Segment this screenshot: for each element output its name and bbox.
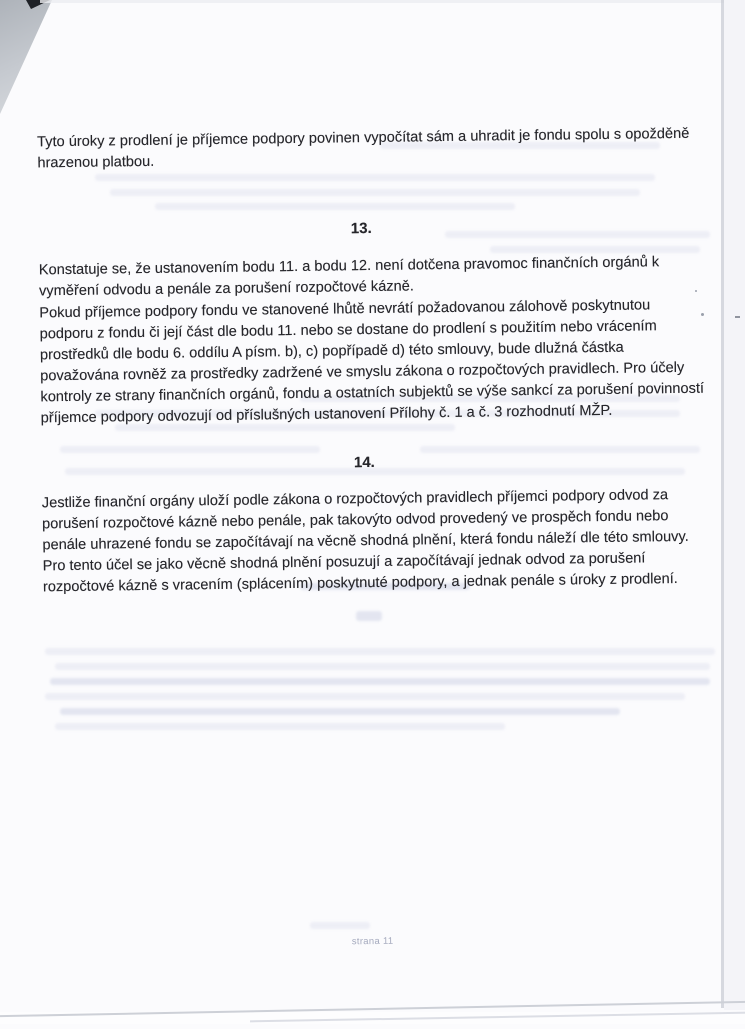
section-14-paragraph-1: Jestliže finanční orgány uloží podle zákona o rozpočtových pravidlech příjemci podpory odvod za porušení rozpočtové kázně nebo penále, pak takovýto odvod provedený ve prospěch fondu nebo penále uhrazené fondu se započítávají na věcně shodná plnění, která fondu náleží dle této smlouvy. Pro tento účel se jako věcně shodná plnění posuzují a započítávají jednak odvod za porušení rozpočtové kázně s vracením (splácením) poskytnuté podpory, a jednak penále s úroky z prodlení. xyxy=(41,487,689,596)
intro-paragraph: Tyto úroky z prodlení je příjemce podpory povinen vypočítat sám a uhradit je fondu spolu s opožděně hrazenou platbou. xyxy=(37,125,690,172)
page-number-footer: strana 11 xyxy=(351,935,394,948)
section-14-heading: 14. xyxy=(353,453,375,472)
section-13-heading: 13. xyxy=(350,219,372,238)
section-13-paragraph-2: Pokud příjemce podpory fondu ve stanovené lhůtě nevrátí požadovanou zálohově poskytnutou podporu z fondu či její část dle bodu 11. nebo se dostane do prodlení s použitím nebo vrácením prostředků dle bodu 6. oddílu A písm. b), c) popřípadě d) této smlouvy, bude dlužná částka považována rovněž za prostředky zadržené ve smyslu zákona o rozpočtových pravidlech. Pro účely kontroly ze strany finančních orgánů, fondu a ostatních subjektů se výše sankcí za porušení povinností příjemce podpory odvozují od příslušných ustanovení Přílohy č. 1 a č. 3 rozhodnutí MŽP. xyxy=(39,297,705,427)
section-13-paragraph-1: Konstatuje se, že ustanovením bodu 11. a bodu 12. není dotčena pravomoc finančních orgánů k vyměření odvodu a penále za porušení rozpočtové kázně. xyxy=(38,254,660,300)
